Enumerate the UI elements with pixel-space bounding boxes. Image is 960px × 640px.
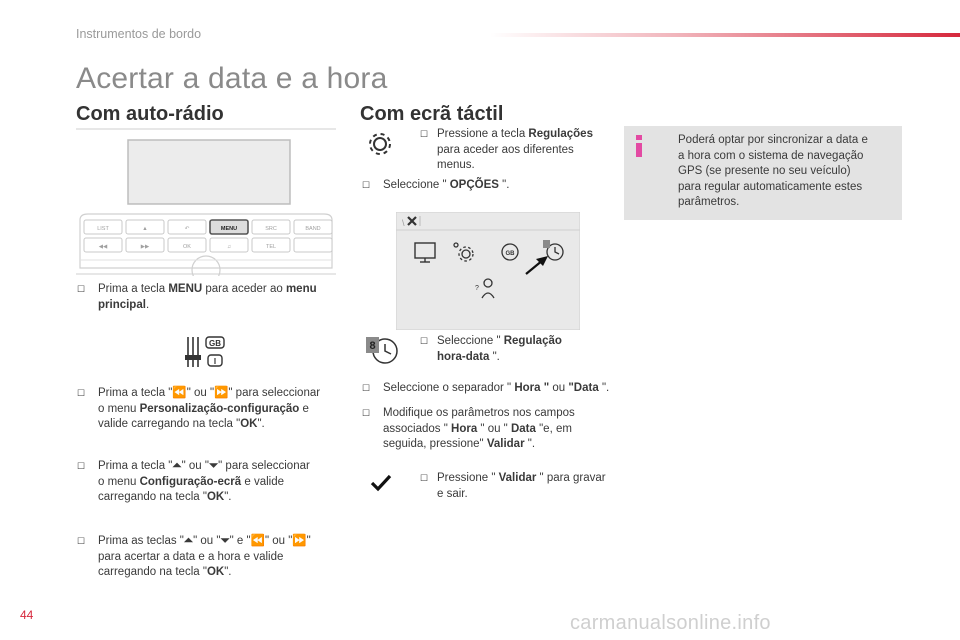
info-line: GPS (se presente no seu veículo) <box>678 165 851 177</box>
right-bullet-6: ☐ <box>420 473 429 483</box>
left-step-3-line: o menu Configuração-ecrã e valide <box>98 475 285 488</box>
radio-row1-button-label: ↶ <box>184 226 190 232</box>
radio-buttons-row1 <box>84 220 332 234</box>
volume-knob <box>192 256 220 276</box>
left-step-3-line: Prima a tecla "⏶" ou "⏷" para seleccionar <box>98 460 310 472</box>
svg-text:?: ? <box>475 285 479 292</box>
right-bullet-5: ☐ <box>362 408 371 418</box>
right-step-4-line: Seleccione o separador " Hora " ou "Data ". <box>383 382 610 394</box>
badge-number: 8 <box>369 340 376 352</box>
right-step-1-line: Pressione a tecla Regulações <box>437 128 593 140</box>
info-line: Poderá optar por sincronizar a data e <box>678 134 868 146</box>
radio-row2-button-label: ▶▶ <box>140 244 150 250</box>
right-step-6-line: e sair. <box>437 487 468 500</box>
heading-auto-radio: Com auto-rádio <box>76 103 224 125</box>
page-number: 44 <box>20 608 34 622</box>
radio-panel-illustration <box>76 128 336 276</box>
info-line: parâmetros. <box>678 196 740 208</box>
right-step-2-line: Seleccione " OPÇÕES ". <box>383 179 510 191</box>
radio-row1-button-label: MENU <box>220 226 238 232</box>
radio-row1-button-label: BAND <box>305 226 321 232</box>
left-step-4-line: Prima as teclas "⏶" ou "⏷" e "⏪" ou "⏩" <box>98 535 311 547</box>
radio-row1-button-label: SRC <box>265 226 277 232</box>
radio-buttons-row2 <box>84 238 332 252</box>
left-step-4-line: para acertar a data e a hora e valide <box>98 550 284 563</box>
radio-row1-button-label: ▲ <box>142 226 148 232</box>
radio-row2-button-label: ◀◀ <box>98 244 108 250</box>
radio-row2-button-label: OK <box>183 244 191 250</box>
left-step-2-line: Prima a tecla "⏪" ou "⏩" para seleccionar <box>98 387 321 399</box>
right-bullet-4: ☐ <box>362 383 371 393</box>
radio-row2-button-6 <box>294 238 332 252</box>
svg-text:\: \ <box>402 218 405 228</box>
i-label: I <box>213 357 217 366</box>
right-step-1-line: menus. <box>437 159 475 171</box>
info-line: a hora com o sistema de navegação <box>678 149 864 162</box>
radio-row1-button-label: LIST <box>97 226 109 232</box>
left-step-2-line: valide carregando na tecla "OK". <box>98 418 265 430</box>
info-box <box>624 126 902 220</box>
right-step-6-line: Pressione " Validar " para gravar <box>437 472 606 484</box>
gear-icon <box>366 130 394 158</box>
left-bullet-1: ☐ <box>77 284 86 294</box>
info-icon <box>633 135 645 157</box>
right-step-1-line: para aceder aos diferentes <box>437 143 574 156</box>
radio-display-screen <box>128 140 290 204</box>
right-bullet-2: ☐ <box>362 180 371 190</box>
left-step-3-line: carregando na tecla "OK". <box>98 491 232 503</box>
right-step-5-line: seguida, pressione" Validar ". <box>383 438 536 450</box>
radio-row2-button-label: ♫ <box>226 244 232 250</box>
date-time-settings-icon <box>366 336 400 366</box>
left-bullet-4: ☐ <box>77 536 86 546</box>
gb-label: GB <box>209 339 221 348</box>
left-bullet-2: ☐ <box>77 388 86 398</box>
left-step-2-line: o menu Personalização-configuração e <box>98 402 309 415</box>
header-accent-line <box>490 33 960 37</box>
right-step-3-line: hora-data ". <box>437 350 500 363</box>
section-label: Instrumentos de bordo <box>76 27 202 41</box>
right-step-5-line: associados " Hora " ou " Data "e, em <box>383 422 572 435</box>
right-step-5-line: Modifique os parâmetros nos campos <box>383 407 575 419</box>
check-icon <box>370 474 392 492</box>
page-title: Acertar a data e a hora <box>76 62 388 95</box>
left-step-1-line: Prima a tecla MENU para aceder ao menu <box>98 283 317 295</box>
right-step-3-line: Seleccione " Regulação <box>437 335 562 347</box>
left-step-1-line: principal. <box>98 298 150 311</box>
right-bullet-3: ☐ <box>420 336 429 346</box>
info-line: para regular automaticamente estes <box>678 180 863 193</box>
radio-row2-button-label: TEL <box>265 244 277 250</box>
heading-touch-screen: Com ecrã táctil <box>360 103 504 125</box>
touch-screen-illustration <box>396 212 580 330</box>
left-step-4-line: carregando na tecla "OK". <box>98 566 232 578</box>
language-settings-icon <box>184 335 226 369</box>
right-bullet-1: ☐ <box>420 129 429 139</box>
svg-text:GB: GB <box>505 251 515 257</box>
left-bullet-3: ☐ <box>77 461 86 471</box>
watermark: carmanualsonline.info <box>570 612 771 634</box>
